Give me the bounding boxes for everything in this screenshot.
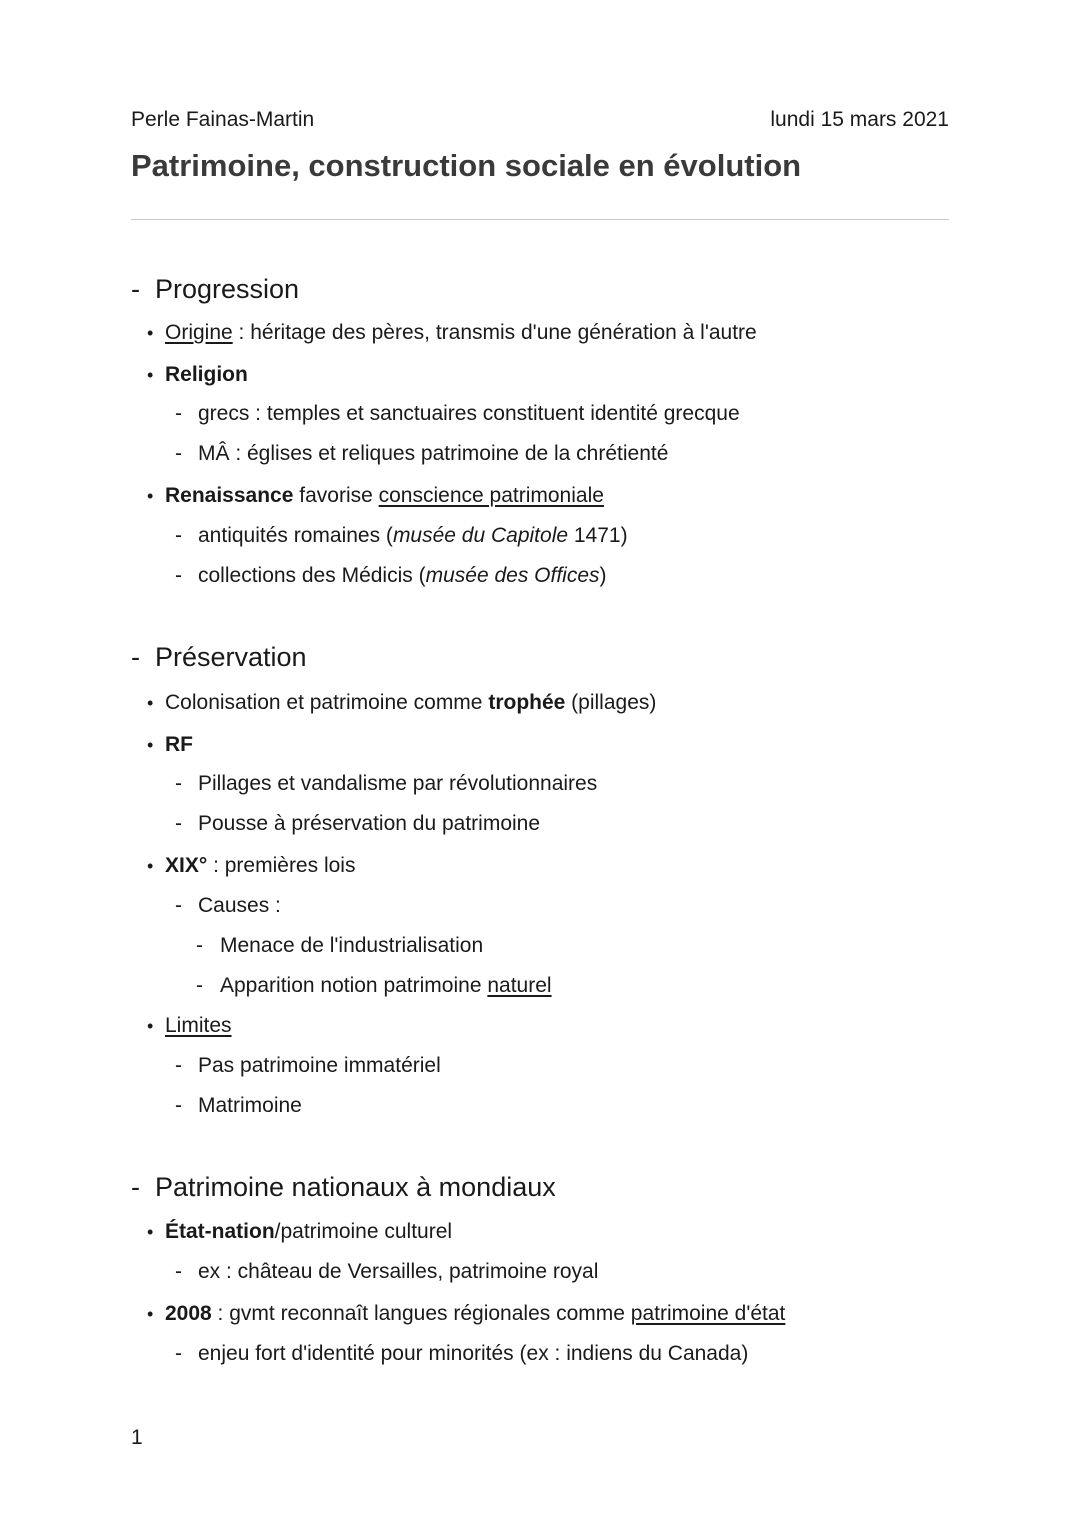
bullet-icon: •: [147, 856, 154, 876]
list-item-religion: Religion: [165, 363, 248, 386]
sub-item-matrimoine: Matrimoine: [198, 1094, 302, 1117]
list-item-limites: Limites: [165, 1014, 232, 1037]
section-heading-preservation: Préservation: [155, 642, 307, 672]
sub-item-ma: MÂ : églises et reliques patrimoine de la chrétienté: [198, 442, 669, 465]
page-title: Patrimoine, construction sociale en évolution: [131, 148, 802, 183]
sub-dash-icon: -: [175, 1260, 182, 1283]
list-item-rf: RF: [165, 733, 193, 756]
bullet-icon: •: [147, 693, 154, 713]
section-heading-nationaux: Patrimoine nationaux à mondiaux: [155, 1172, 556, 1202]
section-heading-progression: Progression: [155, 274, 300, 304]
sub-item-grecs: grecs : temples et sanctuaires constituent identité grecque: [198, 402, 740, 425]
sub-dash-icon: -: [175, 812, 182, 835]
sub-dash-icon: -: [175, 1054, 182, 1077]
list-item-xix: XIX° : premières lois: [165, 854, 356, 877]
term-patrimoine-etat: patrimoine d'état: [630, 1302, 786, 1325]
term-conscience-patrimoniale: conscience patrimoniale: [378, 484, 604, 507]
sub-dash-icon: -: [175, 524, 182, 547]
document-date: lundi 15 mars 2021: [770, 108, 949, 131]
sub-item-pillages: Pillages et vandalisme par révolutionnaires: [198, 772, 598, 795]
section-dash-icon: -: [131, 642, 140, 672]
list-item-2008: 2008 : gvmt reconnaît langues régionales comme patrimoine d'état: [165, 1302, 786, 1325]
sub-item-causes: Causes :: [198, 894, 281, 917]
sub-sub-dash-icon: -: [196, 934, 203, 957]
sub-dash-icon: -: [175, 1094, 182, 1117]
sub-item-versailles: ex : château de Versailles, patrimoine royal: [198, 1260, 599, 1283]
document-header: [131, 108, 949, 136]
sub-item-pousse: Pousse à préservation du patrimoine: [198, 812, 541, 835]
sub-item-immateriel: Pas patrimoine immatériel: [198, 1054, 441, 1077]
bullet-icon: •: [147, 486, 154, 506]
bullet-icon: •: [147, 323, 154, 343]
sub-dash-icon: -: [175, 894, 182, 917]
bullet-icon: •: [147, 1016, 154, 1036]
list-item-etat-nation: État-nation/patrimoine culturel: [165, 1220, 453, 1243]
bullet-icon: •: [147, 1304, 154, 1324]
title-divider: [131, 219, 949, 220]
author-name: Perle Fainas-Martin: [131, 108, 315, 131]
list-item-renaissance: Renaissance favorise conscience patrimoniale: [165, 484, 604, 507]
sub-sub-item-menace: Menace de l'industrialisation: [220, 934, 484, 957]
sub-dash-icon: -: [175, 442, 182, 465]
sub-sub-item-apparition: Apparition notion patrimoine naturel: [220, 974, 552, 997]
list-item-colonisation: Colonisation et patrimoine comme trophée (pillages): [165, 691, 657, 714]
sub-item-antiquites: antiquités romaines (musée du Capitole 1471): [198, 524, 628, 547]
list-item-origine: Origine : héritage des pères, transmis d'une génération à l'autre: [165, 321, 757, 344]
sub-sub-dash-icon: -: [196, 974, 203, 997]
sub-dash-icon: -: [175, 1342, 182, 1365]
section-dash-icon: -: [131, 1172, 140, 1202]
sub-dash-icon: -: [175, 772, 182, 795]
page-number: 1: [131, 1426, 143, 1449]
bullet-icon: •: [147, 365, 154, 385]
sub-dash-icon: -: [175, 402, 182, 425]
bullet-icon: •: [147, 1222, 154, 1242]
term-origine: Origine: [165, 321, 233, 344]
bullet-icon: •: [147, 735, 154, 755]
term-naturel: naturel: [487, 974, 552, 997]
sub-item-medicis: collections des Médicis (musée des Offices): [198, 564, 607, 587]
sub-dash-icon: -: [175, 564, 182, 587]
section-dash-icon: -: [131, 274, 140, 304]
sub-item-enjeu: enjeu fort d'identité pour minorités (ex : indiens du Canada): [198, 1342, 749, 1365]
